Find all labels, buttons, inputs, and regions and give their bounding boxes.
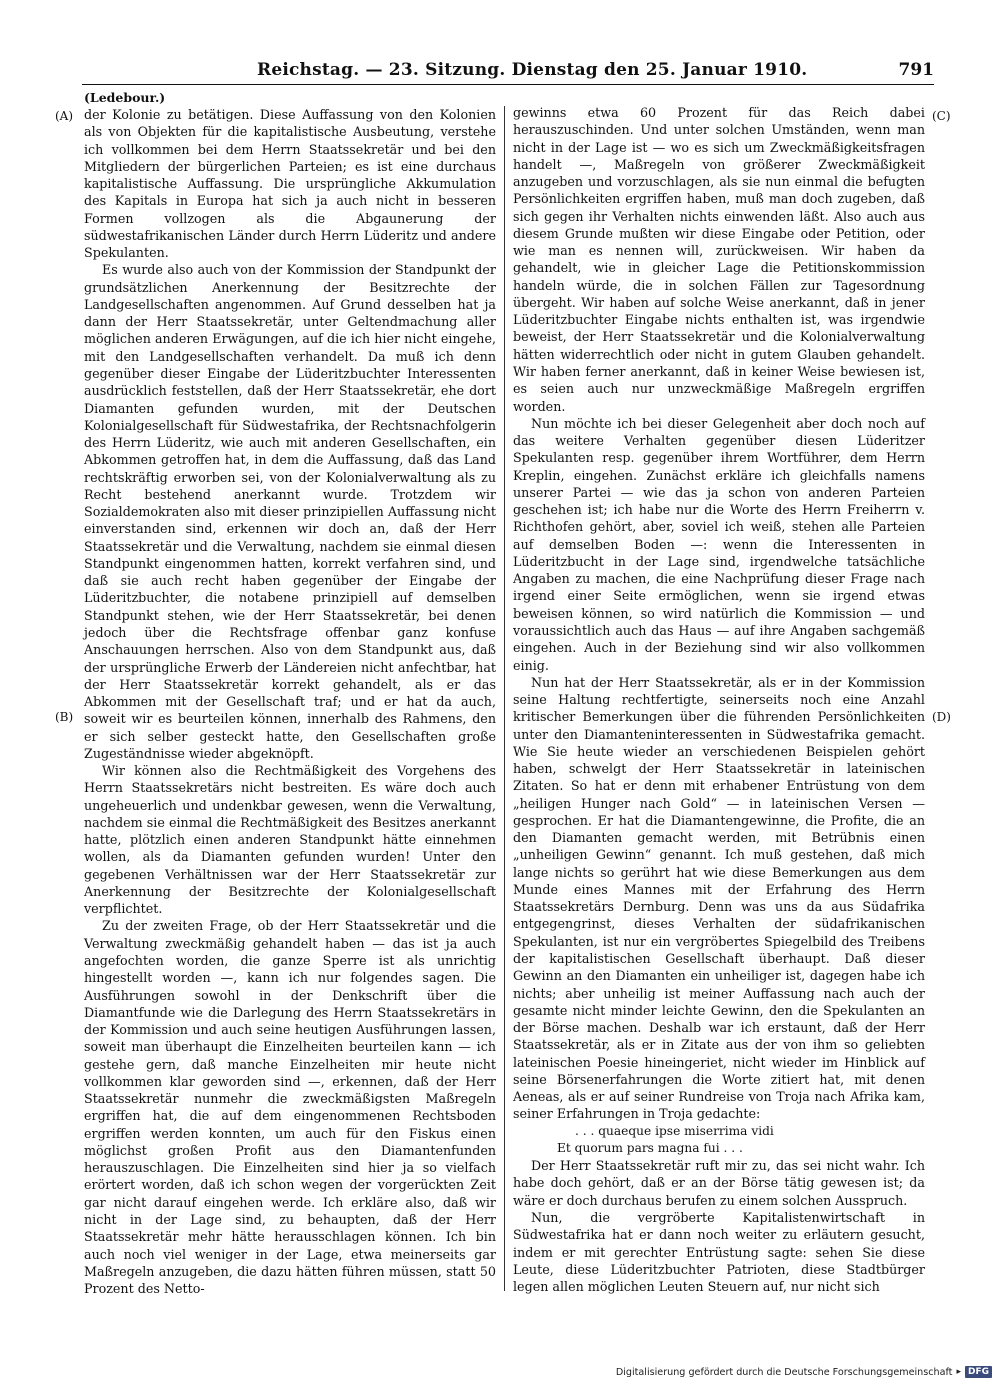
left-paragraph: Zu der zweiten Frage, ob der Herr Staatssekretär und die Verwaltung zweckmäßig gehandelt haben — das ist ja auch angefochten worden, die ganze Sperre ist als unrichtig hingestellt worden —, kann ich nur folgendes sagen. Die Ausführungen sowohl in der Denkschrift über die Diamantfunde wie die Darlegung des Herrn Staatssekretärs in der Kommission und auch seine heutigen Ausführungen lassen, soweit man überhaupt die Einzelheiten beurteilen kann — ich gestehe gern, daß manche Einzelheiten mir heute nicht vollkommen klar geworden sind —, erkennen, daß der Herr Staatssekretär nunmehr die zweckmäßigsten Maßregeln ergriffen hat, die auf dem eingenommenen Rechtsboden ergriffen werden konnten, um auch für den Fiskus einen möglichst großen Profit aus den Diamantenfunden herauszuschlagen. Die Einzelheiten sind hier ja so vielfach erörtert worden, daß ich schon wegen der vorgerückten Zeit gar nicht darauf eingehen werde. Ich erkläre also, daß wir nicht in der Lage sind, zu behaupten, daß der Herr Staatssekretär mehr hätte herausschlagen können. Ich bin auch noch viel weniger in der Lage, etwa meinerseits gar Maßregeln anzugeben, die dazu hätten führen müssen, statt 50 Prozent des Netto- [84, 918, 496, 1297]
right-paragraph: Der Herr Staatssekretär ruft mir zu, das sei nicht wahr. Ich habe doch gehört, daß er an der Börse tätig gewesen ist; da wäre er doch durchaus berufen zu einem solchen Ausspruch. [513, 1158, 925, 1208]
left-paragraph: der Kolonie zu betätigen. Diese Auffassung von den Kolonien als von Objekten für die kapitalistische Ausbeutung, verstehe ich vollkommen bei dem Herrn Staatssekretär und bei den Mitgliedern der bürgerlichen Parteien; es ist eine durchaus kapitalistische Auffassung. Die ursprüngliche Akkumulation des Kapitals in Europa hat sich ja auch nicht in besseren Formen vollzogen als die Abgaunerung der südwestafrikanischen Länder durch Herrn Lüderitz und andere Spekulanten. [84, 107, 496, 261]
margin-mark-b: (B) [55, 710, 74, 724]
right-paragraph: gewinns etwa 60 Prozent für das Reich dabei herauszuschinden. Und unter solchen Umständen, wenn man nicht in der Lage ist — wo es sich um Zweckmäßigkeitsfragen handelt —, Maßregeln von größerer Zweckmäßigkeit anzugeben und vorzuschlagen, als sie nun einmal die befugten Persönlichkeiten ergriffen haben, muß man doch zugeben, daß sich gegen ihr Verhalten nichts einwenden läßt. Also auch aus diesem Grunde mußten wir diese Eingabe oder Petition, oder wie man es nennen will, zurückweisen. Wir haben da gehandelt, wie in gleicher Lage die Petitionskommission handeln würde, die in solchen Fällen zur Tagesordnung übergeht. Wir haben auf solche Weise anerkannt, daß in jener Lüderitzbuchter Eingabe nichts enthalten ist, was irgendwie beweist, der Herr Staatssekretär und die Kolonialverwaltung hätten widerrechtlich oder nicht in gutem Glauben gehandelt. Wir haben ferner anerkannt, daß in keiner Weise bewiesen ist, es seien auch nur unzweckmäßige Maßregeln ergriffen worden. [513, 105, 925, 414]
running-title: Reichstag. — 23. Sitzung. Dienstag den 25. Januar 1910. [257, 60, 808, 80]
left-column [84, 106, 496, 1297]
dfg-logo: DFG [965, 1366, 992, 1378]
margin-mark-a: (A) [55, 109, 74, 123]
header-rule [82, 84, 934, 85]
speaker-name: (Ledebour.) [84, 90, 166, 105]
right-paragraph: Nun, die vergröberte Kapitalistenwirtschaft in Südwestafrika hat er dann noch weiter zu erläutern gesucht, indem er mit gerechter Entrüstung sagte: sehen Sie diese Leute, diese Lüderitzbuchter Patrioten, diese Stadtbürger legen allen möglichen Leuten Steuern auf, nur nicht sich [513, 1210, 925, 1295]
left-paragraph: Wir können also die Rechtmäßigkeit des Vorgehens des Herrn Staatssekretärs nicht bestreiten. Es wäre doch auch ungeheuerlich und undenkbar gewesen, wenn die Verwaltung, nachdem sie einmal die Rechtmäßigkeit des Besitzes anerkannt hatte, plötzlich einen anderen Standpunkt hätte einnehmen wollen, als da Diamanten gefunden wurden! Unter den gegebenen Verhältnissen war der Herr Staatssekretär zur Anerkennung der Besitzrechte der Kolonialgesellschaft verpflichtet. [84, 763, 496, 917]
left-paragraph: Es wurde also auch von der Kommission der Standpunkt der grundsätzlichen Anerkennung der Besitzrechte der Landgesellschaften angenommen. Auf Grund desselben hat ja dann der Herr Staatssekretär, unter Geltendmachung aller möglichen anderen Erwägungen, auf die ich hier nicht eingehe, mit den Landgesellschaften verhandelt. Da muß ich denn gegenüber dieser Eingabe der Lüderitzbuchter Interessenten ausdrücklich feststellen, daß der Herr Staatssekretär, ehe dort Diamanten gefunden wurden, mit der Deutschen Kolonialgesellschaft für Südwestafrika, der Rechtsnachfolgerin des Herrn Lüderitz, wie auch mit anderen Gesellschaften, ein Abkommen getroffen hat, in dem die Auffassung, daß das Land rechtskräftig erworben sei, von der Kolonialverwaltung als zu Recht bestehend anerkannt wurde. Trotzdem wir Sozialdemokraten also mit dieser prinzipiellen Auffassung nicht einverstanden sind, erkennen wir doch an, daß der Herr Staatssekretär und die Verwaltung, nachdem sie einmal diesen Standpunkt eingenommen hatten, korrekt verfahren sind, und daß sie auch recht haben gegenüber der Eingabe der Lüderitzbuchter, die notabene prinzipiell auf demselben Standpunkt stehen, wie der Herr Staatssekretär, bei denen jedoch über die Rechtsfrage offenbar ganz konfuse Anschauungen herrschen. Also von dem Standpunkt aus, daß der ursprüngliche Erwerb der Ländereien nicht anfechtbar, hat der Herr Staatssekretär korrekt gehandelt, als er das Abkommen mit der Gesellschaft traf; und er hat da auch, soweit wir es beurteilen können, innerhalb des Rahmens, den er sich selber gesteckt hatte, den Gesellschaften große Zugeständnisse wieder abgeknöpft. [84, 262, 496, 761]
latin-quote-line: Et quorum pars magna fui . . . [557, 1140, 743, 1155]
page-number: 791 [898, 60, 934, 80]
latin-quote-line: . . . quaeque ipse miserrima vidi [575, 1123, 774, 1138]
page-header [82, 58, 934, 84]
right-column [513, 104, 925, 1295]
footer-text: Digitalisierung gefördert durch die Deutsche Forschungsgemeinschaft [615, 1366, 953, 1378]
arrow-icon: ▸ [956, 1367, 961, 1377]
margin-mark-c: (C) [932, 109, 951, 123]
column-divider [504, 106, 505, 1291]
right-paragraph: Nun hat der Herr Staatssekretär, als er in der Kommission seine Haltung rechtfertigte, seinerseits noch eine Anzahl kritischer Bemerkungen über die führenden Persönlichkeiten unter den Diamanteninteressenten in Südwestafrika gemacht. Wie Sie heute wieder an verschiedenen Beispielen gehört haben, schwelgt der Herr Staatssekretär in lateinischen Zitaten. So hat er denn mit erhabener Entrüstung von dem „heiligen Hunger nach Gold“ — in lateinischen Versen — gesprochen. Er hat die Diamantengewinne, die Profite, die an den Diamanten gemacht werden, mit Betrübnis einen „unheiligen Gewinn“ genannt. Ich muß gestehen, daß mich lange nichts so gerührt hat wie diese Bemerkungen aus dem Munde eines Mannes mit der Erfahrung des Herrn Staatssekretärs Dernburg. Denn was uns da aus Südafrika entgegengrinst, dieses Verhalten der südafrikanischen Spekulanten, ist nur ein vergröbertes Spiegelbild des Treibens der kapitalistischen Gesellschaft überhaupt. Daß dieser Gewinn an den Diamanten ein unheiliger ist, dagegen habe ich nichts; aber unheilig ist meiner Auffassung nach auch der gesamte nicht minder leichte Gewinn, den die Spekulanten an der Börse machen. Deshalb war ich erstaunt, daß der Herr Staatssekretär, als er in Zitate aus der von ihm so geliebten lateinischen Poesie hineingeriet, nicht wieder im Hinblick auf seine Börsenerfahrungen die Worte zitiert hat, mit denen Aeneas, als er auf seiner Rundreise von Troja nach Afrika kam, seiner Erfahrungen in Troja gedachte: [513, 674, 925, 1122]
right-paragraph: Nun möchte ich bei dieser Gelegenheit aber doch noch auf das weitere Verhalten gegenüber diesen Lüderitzer Spekulanten resp. gegenüber ihrem Wortführer, dem Herrn Kreplin, eingehen. Zunächst erkläre ich gleichfalls namens unserer Partei — wie das ja schon von anderen Parteien geschehen ist; ich habe nur die Worte des Herrn Freiherrn v. Richthofen gehört, aber, soviel ich weiß, stehen alle Parteien auf demselben Boden —: wenn die Interessenten in Lüderitzbucht in der Lage sind, irgendwelche tatsächliche Angaben zu machen, die eine Nachprüfung dieser Frage nach irgend einer Seite ermöglichen, wenn sie irgend etwas beweisen können, so wird natürlich die Kommission — und voraussichtlich auch das Haus — auf ihre Angaben sachgemäß eingehen. Auch in der Beziehung sind wir also vollkommen einig. [513, 415, 925, 673]
margin-mark-d: (D) [932, 710, 951, 724]
footer-credit [616, 1366, 992, 1378]
